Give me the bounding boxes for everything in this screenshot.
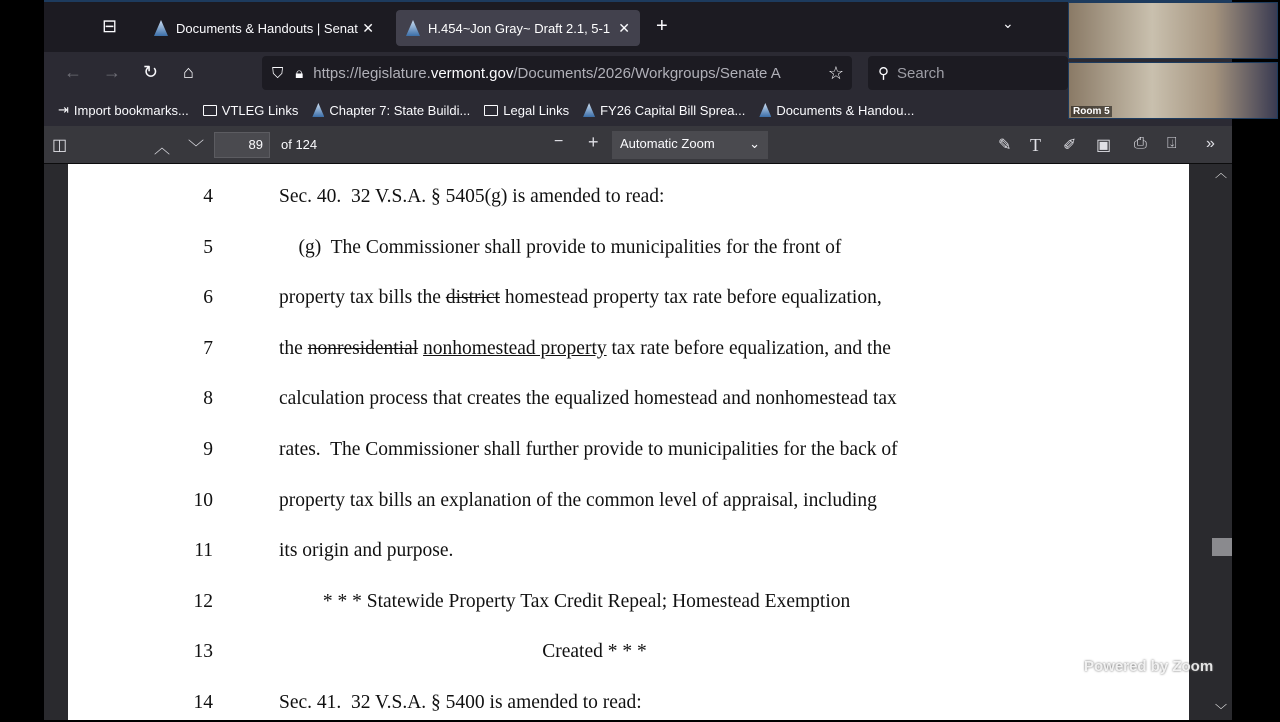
bookmarks-toolbar bbox=[44, 94, 1232, 126]
scroll-up-icon[interactable]: ︿ bbox=[1215, 166, 1228, 180]
line-text bbox=[279, 692, 642, 714]
line-number: 5 bbox=[203, 236, 213, 258]
favicon-icon bbox=[759, 103, 771, 117]
folder-icon bbox=[203, 105, 217, 116]
url-bar[interactable] bbox=[262, 56, 852, 90]
search-icon: ⚲ bbox=[878, 65, 889, 82]
favicon-icon bbox=[406, 20, 420, 36]
text-segment: rates. The Commissioner shall further provide to municipalities for the back of bbox=[279, 439, 898, 460]
text-icon[interactable]: T bbox=[1030, 135, 1041, 155]
line-text bbox=[279, 439, 898, 461]
close-tab-icon[interactable]: ✕ bbox=[618, 19, 630, 36]
text-segment: homestead property tax rate before equalization, bbox=[499, 287, 882, 309]
line-number: 14 bbox=[193, 692, 213, 713]
print-icon[interactable]: ⎙ bbox=[1134, 135, 1147, 152]
scrollbar[interactable] bbox=[1210, 164, 1232, 720]
search-placeholder: Search bbox=[897, 64, 945, 82]
scroll-down-icon[interactable]: ﹀ bbox=[1215, 703, 1228, 717]
more-tools-icon[interactable]: » bbox=[1206, 135, 1215, 152]
page-count: of 124 bbox=[281, 137, 318, 152]
back-icon[interactable]: ← bbox=[64, 62, 82, 82]
bookmark-label: Documents & Handou... bbox=[776, 102, 915, 118]
line-text bbox=[279, 186, 664, 208]
forward-icon[interactable]: → bbox=[103, 62, 121, 82]
room-label: Room 5 bbox=[1073, 106, 1110, 117]
text-segment: tax rate before equalization, and the bbox=[606, 337, 891, 359]
video-tile[interactable] bbox=[1068, 2, 1278, 59]
tab-overview-icon[interactable]: ⊟ bbox=[102, 16, 118, 36]
deleted-text: district bbox=[445, 287, 500, 309]
line-number: 6 bbox=[203, 287, 213, 309]
zoom-out-icon[interactable]: − bbox=[554, 133, 564, 150]
text-segment: Created * * * bbox=[279, 641, 647, 663]
zoom-in-icon[interactable]: + bbox=[588, 132, 599, 152]
bookmark-label: Import bookmarks... bbox=[73, 102, 189, 118]
bookmark-documents[interactable] bbox=[759, 103, 914, 118]
document-line bbox=[68, 237, 1189, 267]
document-line bbox=[68, 338, 1189, 368]
tab-title: H.454~Jon Gray~ Draft 2.1, 5-1 bbox=[428, 20, 611, 36]
navigation-bar bbox=[44, 52, 1232, 94]
lock-icon[interactable]: 🔒︎ bbox=[295, 64, 304, 82]
line-number: 10 bbox=[193, 489, 213, 511]
text-segment: (g) The Commissioner shall provide to municipalities for the front of bbox=[279, 236, 842, 258]
draw-icon[interactable]: ✐ bbox=[1063, 137, 1077, 154]
document-line bbox=[68, 490, 1189, 520]
line-number: 8 bbox=[203, 388, 213, 410]
line-text bbox=[279, 591, 850, 613]
next-page-icon[interactable]: ﹀ bbox=[188, 140, 205, 157]
browser-window bbox=[44, 0, 1232, 720]
line-text bbox=[279, 237, 841, 259]
deleted-text: nonresidential bbox=[307, 337, 419, 359]
sidebar-toggle-icon[interactable]: ◫ bbox=[52, 137, 68, 154]
document-line bbox=[68, 186, 1189, 216]
pdf-page bbox=[68, 164, 1189, 720]
bookmark-label: Legal Links bbox=[503, 102, 570, 118]
bookmark-chapter-7[interactable] bbox=[312, 103, 470, 118]
zoom-video-panel bbox=[1068, 2, 1278, 120]
list-tabs-chevron-icon[interactable]: ⌄ bbox=[1002, 15, 1014, 31]
bookmark-vtleg-links[interactable] bbox=[203, 103, 299, 118]
bookmark-star-icon[interactable]: ☆ bbox=[827, 62, 844, 83]
home-icon[interactable]: ⌂ bbox=[183, 62, 194, 82]
document-line bbox=[68, 591, 1189, 621]
line-number: 11 bbox=[194, 540, 213, 562]
line-number: 9 bbox=[203, 439, 213, 460]
favicon-icon bbox=[312, 103, 324, 117]
inserted-text: nonhomestead property bbox=[423, 337, 607, 359]
text-segment: its origin and purpose. bbox=[279, 540, 454, 562]
close-tab-icon[interactable]: ✕ bbox=[362, 19, 374, 36]
tab-bar bbox=[44, 0, 1232, 52]
url-text: https://legislature.vermont.gov/Documents/2026/Workgroups/Senate A bbox=[313, 64, 781, 82]
document-line bbox=[68, 641, 1189, 671]
document-line bbox=[68, 287, 1189, 317]
pdf-toolbar bbox=[44, 126, 1232, 164]
highlight-icon[interactable]: ✎ bbox=[998, 137, 1012, 154]
zoom-watermark: Powered by Zoom bbox=[1084, 658, 1214, 675]
line-number: 13 bbox=[193, 641, 213, 663]
document-line bbox=[68, 692, 1189, 722]
document-line bbox=[68, 439, 1189, 469]
pdf-viewer bbox=[44, 164, 1232, 720]
bookmark-import[interactable] bbox=[58, 102, 189, 118]
zoom-value: Automatic Zoom bbox=[620, 136, 715, 151]
line-text bbox=[279, 641, 647, 663]
line-text bbox=[279, 490, 877, 512]
line-number: 7 bbox=[203, 337, 213, 359]
text-segment: the bbox=[279, 337, 308, 359]
line-text bbox=[279, 338, 891, 360]
line-number: 12 bbox=[193, 590, 213, 612]
tab-documents[interactable] bbox=[144, 10, 384, 46]
favicon-icon bbox=[154, 20, 168, 36]
text-segment: property tax bills the bbox=[279, 287, 446, 309]
line-text bbox=[279, 388, 897, 410]
text-segment: Sec. 40. 32 V.S.A. § 5405(g) is amended to read: bbox=[279, 186, 665, 207]
favicon-icon bbox=[583, 103, 595, 117]
text-segment: * * * Statewide Property Tax Credit Repeal; Homestead Exemption bbox=[279, 590, 851, 612]
new-tab-icon[interactable]: + bbox=[656, 15, 668, 37]
reload-icon[interactable]: ↻ bbox=[143, 62, 159, 82]
line-text bbox=[279, 287, 882, 309]
bookmark-fy26[interactable] bbox=[583, 103, 745, 118]
search-input[interactable] bbox=[868, 56, 1068, 90]
image-icon[interactable]: ▣ bbox=[1096, 137, 1112, 154]
bookmark-label: FY26 Capital Bill Sprea... bbox=[600, 102, 746, 118]
tab-draft[interactable] bbox=[396, 10, 640, 46]
shield-icon[interactable]: ⛉ bbox=[272, 64, 284, 82]
line-text bbox=[279, 540, 453, 562]
bookmark-label: VTLEG Links bbox=[221, 102, 299, 118]
line-number: 4 bbox=[203, 186, 213, 207]
zoom-select[interactable] bbox=[612, 131, 768, 159]
import-icon: ⇥ bbox=[58, 102, 69, 117]
tab-title: Documents & Handouts | Senat bbox=[176, 20, 358, 36]
page-number-input[interactable]: 89 bbox=[214, 132, 270, 158]
bookmark-legal-links[interactable] bbox=[484, 103, 569, 118]
save-icon[interactable]: ⍗ bbox=[1167, 135, 1177, 152]
text-segment: Sec. 41. 32 V.S.A. § 5400 is amended to read: bbox=[279, 692, 642, 713]
chevron-down-icon: ⌄ bbox=[749, 136, 760, 151]
document-line bbox=[68, 388, 1189, 418]
text-segment: property tax bills an explanation of the common level of appraisal, including bbox=[279, 489, 877, 511]
previous-page-icon[interactable]: ︿ bbox=[154, 140, 171, 157]
folder-icon bbox=[484, 105, 498, 116]
text-segment: calculation process that creates the equalized homestead and nonhomestead tax bbox=[279, 388, 897, 410]
video-tile-room-5[interactable] bbox=[1068, 62, 1278, 119]
scrollbar-thumb[interactable] bbox=[1212, 538, 1232, 556]
document-line bbox=[68, 540, 1189, 570]
bookmark-label: Chapter 7: State Buildi... bbox=[329, 102, 471, 118]
